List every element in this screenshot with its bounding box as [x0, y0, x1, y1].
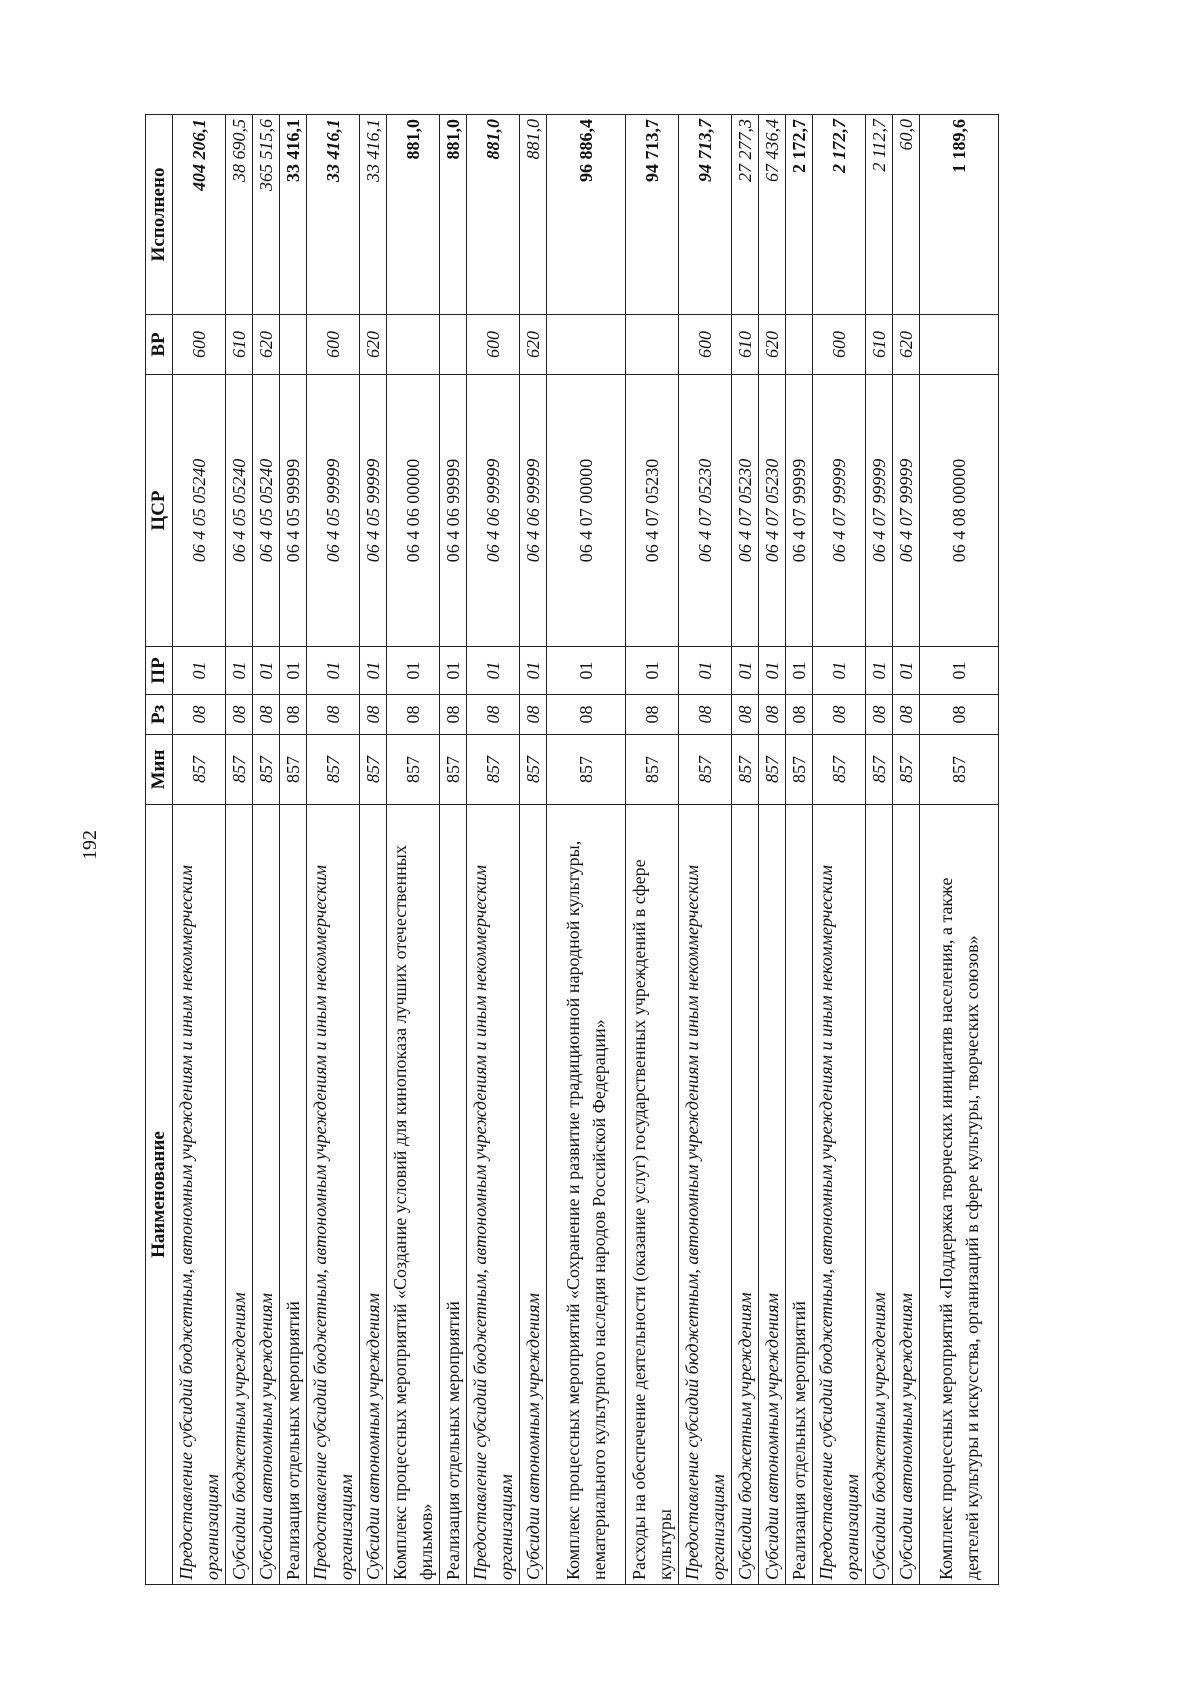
cell-rz: 08 — [732, 695, 759, 735]
cell-name: Комплекс процессных мероприятий «Поддержка творческих инициатив населения, а также деятелей культуры и искусства, организаций в сфере культуры, творческих союзов» — [920, 805, 999, 1585]
cell-vr: 600 — [813, 315, 866, 375]
cell-rz: 08 — [307, 695, 360, 735]
cell-vr — [280, 315, 307, 375]
cell-name: Реализация отдельных мероприятий — [280, 805, 307, 1585]
cell-min: 857 — [173, 735, 226, 805]
table-row — [173, 115, 226, 1585]
header-pr: ПР — [146, 647, 173, 695]
cell-csr: 06 4 07 99999 — [813, 375, 866, 647]
cell-pr: 01 — [626, 647, 679, 695]
cell-vr: 600 — [307, 315, 360, 375]
table-row — [520, 115, 547, 1585]
cell-pr: 01 — [360, 647, 387, 695]
cell-vr — [786, 315, 813, 375]
cell-csr: 06 4 07 00000 — [547, 375, 626, 647]
table-row — [920, 115, 999, 1585]
cell-rz: 08 — [679, 695, 732, 735]
budget-table — [145, 114, 999, 1585]
header-name: Наименование — [146, 805, 173, 1585]
cell-min: 857 — [280, 735, 307, 805]
cell-pr: 01 — [813, 647, 866, 695]
table-body — [173, 115, 999, 1585]
cell-amount: 2 112,7 — [866, 115, 893, 315]
cell-min: 857 — [226, 735, 253, 805]
table-row — [813, 115, 866, 1585]
cell-pr: 01 — [173, 647, 226, 695]
cell-min: 857 — [440, 735, 467, 805]
cell-min: 857 — [360, 735, 387, 805]
cell-rz: 08 — [440, 695, 467, 735]
table-row — [759, 115, 786, 1585]
cell-rz: 08 — [253, 695, 280, 735]
cell-amount: 365 515,6 — [253, 115, 280, 315]
cell-vr: 610 — [866, 315, 893, 375]
cell-min: 857 — [732, 735, 759, 805]
cell-pr: 01 — [759, 647, 786, 695]
cell-pr: 01 — [786, 647, 813, 695]
cell-vr: 620 — [759, 315, 786, 375]
cell-vr: 620 — [253, 315, 280, 375]
cell-csr: 06 4 06 99999 — [440, 375, 467, 647]
cell-rz: 08 — [813, 695, 866, 735]
cell-amount: 94 713,7 — [626, 115, 679, 315]
cell-pr: 01 — [440, 647, 467, 695]
rotated-table-container — [145, 115, 1070, 1585]
cell-rz: 08 — [547, 695, 626, 735]
cell-amount: 881,0 — [520, 115, 547, 315]
cell-csr: 06 4 05 99999 — [280, 375, 307, 647]
cell-rz: 08 — [173, 695, 226, 735]
cell-rz: 08 — [920, 695, 999, 735]
cell-min: 857 — [679, 735, 732, 805]
cell-vr: 610 — [226, 315, 253, 375]
cell-name: Субсидии автономным учреждениям — [893, 805, 920, 1585]
cell-name: Предоставление субсидий бюджетным, автономным учреждениям и иным некоммерческим организациям — [307, 805, 360, 1585]
cell-name: Предоставление субсидий бюджетным, автономным учреждениям и иным некоммерческим организациям — [467, 805, 520, 1585]
cell-min: 857 — [253, 735, 280, 805]
cell-name: Предоставление субсидий бюджетным, автономным учреждениям и иным некоммерческим организациям — [173, 805, 226, 1585]
cell-rz: 08 — [467, 695, 520, 735]
cell-vr — [920, 315, 999, 375]
cell-amount: 881,0 — [440, 115, 467, 315]
table-row — [786, 115, 813, 1585]
cell-amount: 1 189,6 — [920, 115, 999, 315]
table-row — [679, 115, 732, 1585]
cell-csr: 06 4 07 99999 — [786, 375, 813, 647]
cell-vr: 600 — [173, 315, 226, 375]
cell-amount: 60,0 — [893, 115, 920, 315]
cell-rz: 08 — [280, 695, 307, 735]
cell-vr: 620 — [893, 315, 920, 375]
cell-rz: 08 — [520, 695, 547, 735]
cell-name: Субсидии автономным учреждениям — [253, 805, 280, 1585]
cell-rz: 08 — [893, 695, 920, 735]
cell-pr: 01 — [920, 647, 999, 695]
cell-csr: 06 4 05 99999 — [307, 375, 360, 647]
cell-min: 857 — [786, 735, 813, 805]
table-row — [307, 115, 360, 1585]
cell-name: Предоставление субсидий бюджетным, автономным учреждениям и иным некоммерческим организациям — [679, 805, 732, 1585]
cell-pr: 01 — [893, 647, 920, 695]
cell-rz: 08 — [759, 695, 786, 735]
table-row — [866, 115, 893, 1585]
cell-vr — [626, 315, 679, 375]
cell-csr: 06 4 07 99999 — [866, 375, 893, 647]
cell-min: 857 — [813, 735, 866, 805]
cell-min: 857 — [866, 735, 893, 805]
cell-csr: 06 4 08 00000 — [920, 375, 999, 647]
header-vr: ВР — [146, 315, 173, 375]
cell-name: Предоставление субсидий бюджетным, автономным учреждениям и иным некоммерческим организациям — [813, 805, 866, 1585]
cell-pr: 01 — [253, 647, 280, 695]
cell-csr: 06 4 06 00000 — [387, 375, 440, 647]
table-row — [732, 115, 759, 1585]
cell-amount: 404 206,1 — [173, 115, 226, 315]
cell-min: 857 — [626, 735, 679, 805]
table-row — [280, 115, 307, 1585]
cell-pr: 01 — [307, 647, 360, 695]
cell-min: 857 — [547, 735, 626, 805]
table-row — [387, 115, 440, 1585]
cell-pr: 01 — [520, 647, 547, 695]
cell-rz: 08 — [226, 695, 253, 735]
cell-amount: 881,0 — [387, 115, 440, 315]
cell-amount: 94 713,7 — [679, 115, 732, 315]
cell-csr: 06 4 07 05230 — [759, 375, 786, 647]
cell-min: 857 — [387, 735, 440, 805]
cell-pr: 01 — [679, 647, 732, 695]
cell-rz: 08 — [626, 695, 679, 735]
cell-min: 857 — [920, 735, 999, 805]
cell-vr: 600 — [467, 315, 520, 375]
cell-amount: 881,0 — [467, 115, 520, 315]
cell-rz: 08 — [387, 695, 440, 735]
cell-vr: 620 — [360, 315, 387, 375]
header-csr: ЦСР — [146, 375, 173, 647]
cell-pr: 01 — [732, 647, 759, 695]
cell-vr — [440, 315, 467, 375]
cell-rz: 08 — [360, 695, 387, 735]
cell-name: Субсидии автономным учреждениям — [759, 805, 786, 1585]
cell-min: 857 — [467, 735, 520, 805]
cell-pr: 01 — [226, 647, 253, 695]
cell-vr: 610 — [732, 315, 759, 375]
cell-name: Расходы на обеспечение деятельности (оказание услуг) государственных учреждений в сфере культуры — [626, 805, 679, 1585]
table-row — [547, 115, 626, 1585]
cell-rz: 08 — [786, 695, 813, 735]
cell-vr — [547, 315, 626, 375]
cell-csr: 06 4 06 99999 — [520, 375, 547, 647]
page-number: 192 — [79, 830, 101, 860]
cell-min: 857 — [893, 735, 920, 805]
cell-pr: 01 — [387, 647, 440, 695]
cell-csr: 06 4 07 99999 — [893, 375, 920, 647]
cell-csr: 06 4 06 99999 — [467, 375, 520, 647]
table-row — [626, 115, 679, 1585]
cell-name: Комплекс процессных мероприятий «Создание условий для кинопоказа лучших отечественных фильмов» — [387, 805, 440, 1585]
cell-csr: 06 4 05 05240 — [173, 375, 226, 647]
cell-name: Реализация отдельных мероприятий — [440, 805, 467, 1585]
cell-amount: 33 416,1 — [307, 115, 360, 315]
table-row — [360, 115, 387, 1585]
cell-amount: 2 172,7 — [813, 115, 866, 315]
cell-name: Комплекс процессных мероприятий «Сохранение и развитие традиционной народной культуры, нематериального культурного наследия народов Российской Федерации» — [547, 805, 626, 1585]
cell-vr — [387, 315, 440, 375]
cell-amount: 27 277,3 — [732, 115, 759, 315]
cell-name: Субсидии автономным учреждениям — [360, 805, 387, 1585]
cell-csr: 06 4 07 05230 — [679, 375, 732, 647]
cell-pr: 01 — [547, 647, 626, 695]
cell-amount: 96 886,4 — [547, 115, 626, 315]
cell-vr: 600 — [679, 315, 732, 375]
cell-name: Субсидии бюджетным учреждениям — [226, 805, 253, 1585]
cell-csr: 06 4 07 05230 — [626, 375, 679, 647]
cell-min: 857 — [759, 735, 786, 805]
cell-min: 857 — [520, 735, 547, 805]
cell-name: Субсидии бюджетным учреждениям — [732, 805, 759, 1585]
header-rz: Рз — [146, 695, 173, 735]
cell-csr: 06 4 05 05240 — [253, 375, 280, 647]
cell-amount: 33 416,1 — [360, 115, 387, 315]
table-row — [440, 115, 467, 1585]
cell-name: Субсидии автономным учреждениям — [520, 805, 547, 1585]
cell-amount: 38 690,5 — [226, 115, 253, 315]
header-amount: Исполнено — [146, 115, 173, 315]
cell-vr: 620 — [520, 315, 547, 375]
cell-amount: 33 416,1 — [280, 115, 307, 315]
cell-amount: 67 436,4 — [759, 115, 786, 315]
header-min: Мин — [146, 735, 173, 805]
cell-rz: 08 — [866, 695, 893, 735]
cell-min: 857 — [307, 735, 360, 805]
table-row — [467, 115, 520, 1585]
cell-csr: 06 4 05 05240 — [226, 375, 253, 647]
cell-name: Субсидии бюджетным учреждениям — [866, 805, 893, 1585]
cell-pr: 01 — [280, 647, 307, 695]
cell-pr: 01 — [866, 647, 893, 695]
cell-csr: 06 4 05 99999 — [360, 375, 387, 647]
cell-csr: 06 4 07 05230 — [732, 375, 759, 647]
table-row — [253, 115, 280, 1585]
table-row — [226, 115, 253, 1585]
cell-name: Реализация отдельных мероприятий — [786, 805, 813, 1585]
cell-pr: 01 — [467, 647, 520, 695]
cell-amount: 2 172,7 — [786, 115, 813, 315]
table-row — [893, 115, 920, 1585]
table-header-row — [146, 115, 173, 1585]
